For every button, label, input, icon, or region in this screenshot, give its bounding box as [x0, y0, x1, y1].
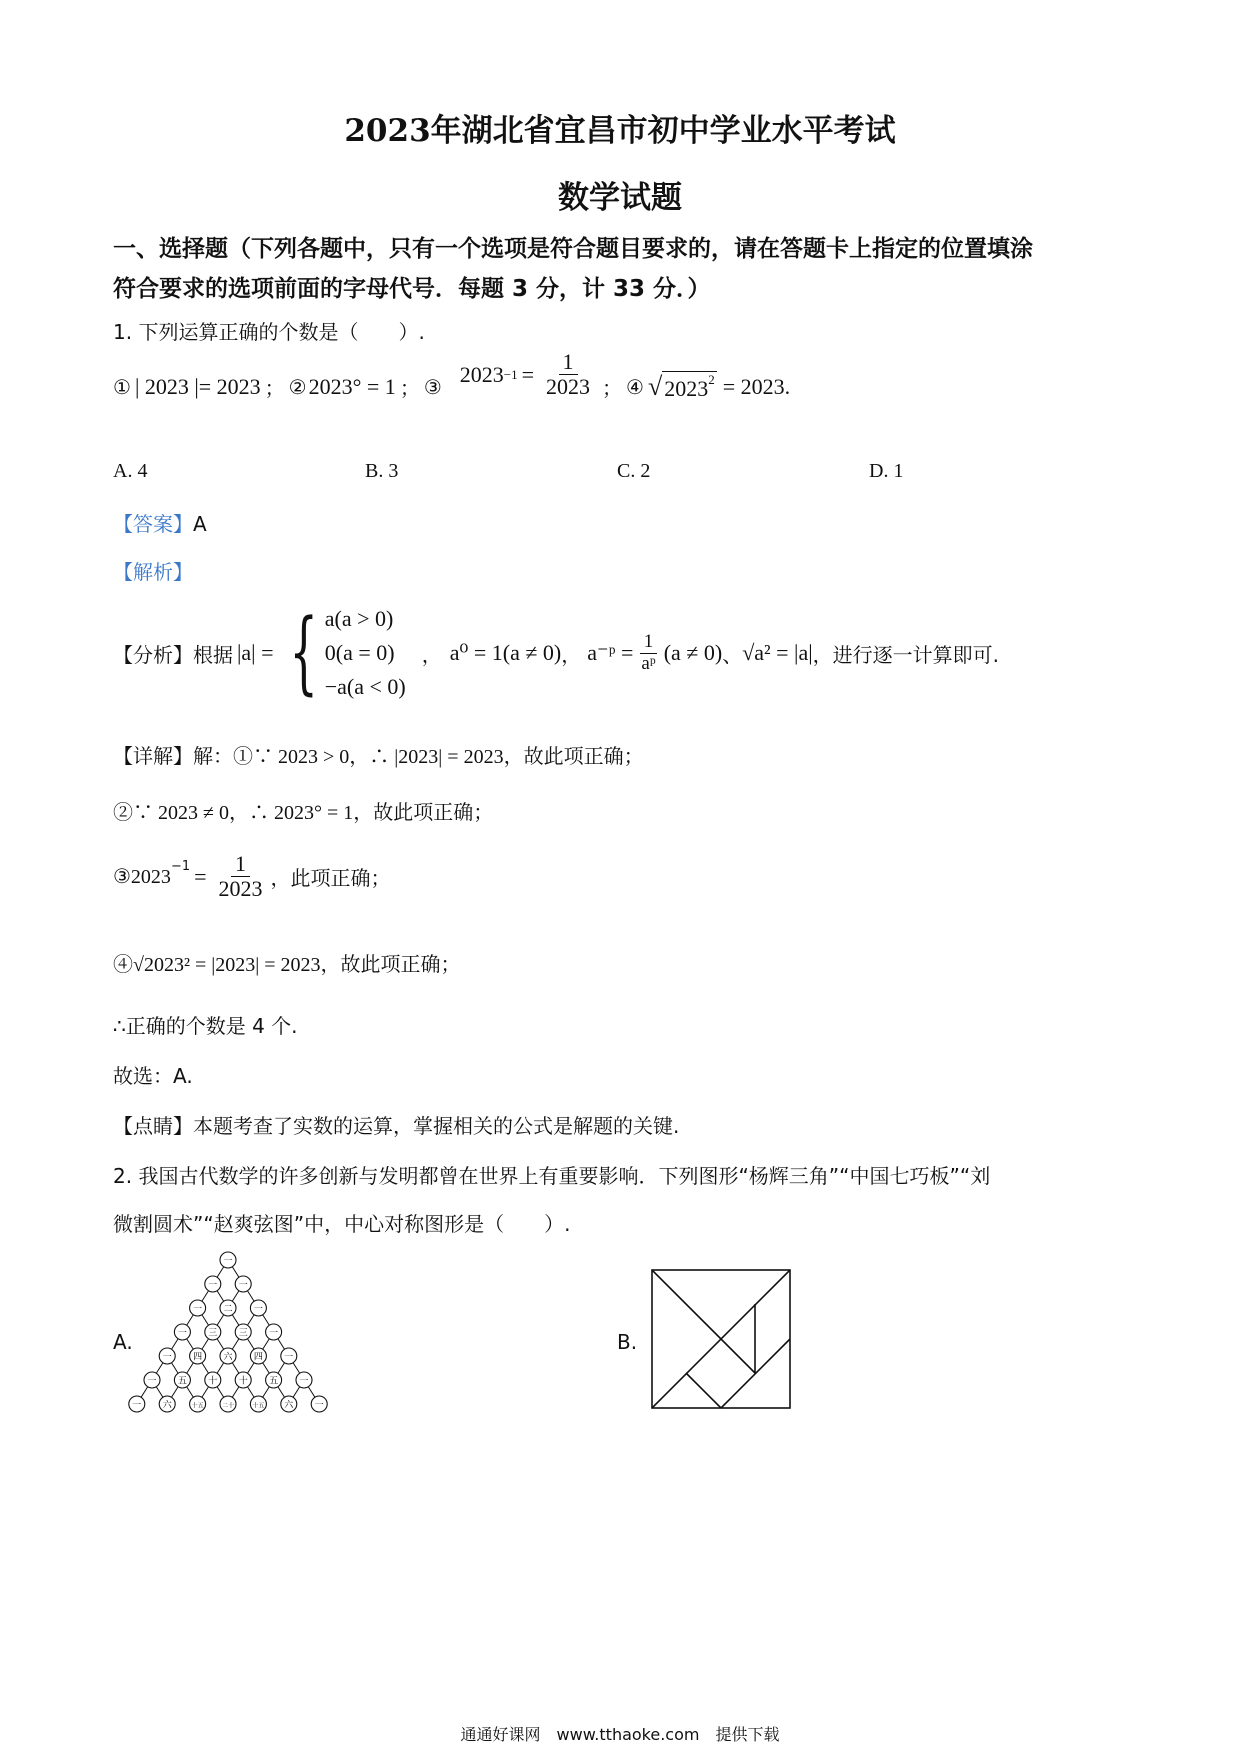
triangle-node-label: 十: [208, 1376, 218, 1387]
detail-line3-frac: [215, 852, 267, 901]
q2-stem-line2: 微割圆术”“赵爽弦图”中，中心对称图形是（ ）.: [113, 1212, 571, 1236]
q1-option-c: C. 2: [617, 460, 651, 482]
q1-item3-eq: =: [521, 361, 535, 387]
q1-sep3: ；: [602, 376, 623, 401]
triangle-node-label: 四: [253, 1352, 263, 1363]
triangle-node-label: 十五: [191, 1402, 204, 1410]
q1-item3-num: 1: [559, 350, 578, 375]
q1-option-a: A. 4: [113, 460, 148, 482]
triangle-node-label: 三: [208, 1328, 218, 1339]
detail-line3: [113, 852, 391, 901]
q1-item3-base: 2023: [459, 361, 504, 387]
q1-expressions: [113, 349, 791, 411]
fenxi-mid2: ，: [561, 642, 582, 667]
fenxi-f3-lhs: a⁻ᵖ =: [587, 640, 634, 665]
triangle-node-label: 四: [193, 1352, 203, 1363]
q2-stem-line1: 2. 我国古代数学的许多创新与发明都曾在世界上有重要影响．下列图形“杨辉三角”“中国七巧板”“刘: [113, 1164, 991, 1188]
q1-option-b: B. 3: [365, 460, 399, 482]
fenxi-cases: [325, 602, 406, 704]
q1-item3-mark: ③: [423, 374, 442, 399]
fenxi-abs-a: |a| =: [237, 640, 274, 665]
q2-option-a-label: A.: [113, 1330, 133, 1354]
triangle-node-label: 一: [238, 1280, 248, 1291]
detail-line4: ④√2023² = |2023| = 2023，故此项正确；: [113, 954, 461, 976]
q1-sep1: ；: [264, 376, 285, 401]
triangle-node-label: 一: [162, 1352, 172, 1363]
detail-line3-pre: ③2023: [113, 866, 171, 889]
triangle-node-label: 二十: [221, 1402, 235, 1410]
tangram-center-right: [721, 1339, 755, 1373]
q1-end: .: [784, 373, 791, 399]
q1-item4-mark: ④: [626, 374, 644, 399]
detail-line3-exp: −1: [170, 859, 191, 875]
page-footer: 通通好课网 www.tthaoke.com 提供下载: [460, 1725, 780, 1744]
q1-item3-fraction: [542, 350, 594, 399]
detail-text1: 解：①∵ 2023 > 0，∴ |2023| = 2023，故此项正确；: [193, 746, 644, 768]
detail-line6: 故选：A.: [113, 1064, 193, 1088]
fenxi-f3-frac: [637, 632, 659, 675]
sqrt-icon: √: [647, 371, 663, 401]
section-heading-line1: 一、选择题（下列各题中，只有一个选项是符合题目要求的，请在答题卡上指定的位置填涂: [113, 236, 1033, 262]
q1-item3-den: 2023: [546, 374, 591, 400]
tangram-diagonal: [652, 1270, 721, 1339]
triangle-node-label: 一: [314, 1400, 324, 1411]
triangle-node-label: 二: [223, 1304, 233, 1315]
fenxi-text1: 根据: [193, 642, 233, 667]
yanghui-triangle-figure: [132, 1250, 380, 1430]
section-heading-line2: 符合要求的选项前面的字母代号．每题 3 分，计 33 分．）: [113, 276, 711, 302]
dianjing-text: 本题考查了实数的运算，掌握相关的公式是解题的关键.: [193, 1114, 680, 1138]
brace-icon: {: [289, 600, 319, 705]
fenxi-f3-num: 1: [640, 632, 658, 654]
q1-item4-radicand: 2023$^2$: [664, 371, 715, 401]
answer-label: 【答案】: [113, 512, 193, 536]
triangle-node-label: 一: [177, 1328, 187, 1339]
triangle-node-label: 五: [177, 1376, 187, 1387]
triangle-node-label: 五: [269, 1376, 279, 1387]
fenxi-mid1: ，: [421, 642, 442, 667]
detail-line2: ②∵ 2023 ≠ 0，∴ 2023° = 1，故此项正确；: [113, 802, 494, 824]
fenxi-f3-cond: (a ≠ 0): [663, 640, 723, 665]
q1-item1-mark: ①: [113, 374, 131, 399]
triangle-node-label: 一: [299, 1376, 309, 1387]
fenxi-case2: 0(a = 0): [324, 639, 395, 665]
q2-option-b-label: B.: [617, 1330, 638, 1354]
triangle-node-label: 一: [269, 1328, 279, 1339]
fenxi-case3: −a(a < 0): [324, 674, 406, 700]
triangle-node-label: 一: [284, 1352, 294, 1363]
tangram-figure: [650, 1268, 794, 1412]
triangle-node-label: 十: [238, 1376, 248, 1387]
fenxi-label: 【分析】: [113, 642, 193, 667]
dianjing-line: [113, 1110, 679, 1139]
detail-line3-post: ，此项正确；: [270, 866, 391, 891]
detail-label: 【详解】: [113, 744, 193, 768]
q1-item1: | 2023 |= 2023: [134, 373, 261, 399]
triangle-node-label: 三: [238, 1328, 248, 1339]
triangle-node-label: 六: [162, 1400, 172, 1411]
dianjing-label: 【点睛】: [113, 1114, 193, 1138]
triangle-node-label: 一: [147, 1376, 157, 1387]
fenxi-text2: ，进行逐一计算即可.: [812, 642, 999, 667]
triangle-node-label: 一: [208, 1280, 218, 1291]
triangle-node-label: 一: [193, 1304, 203, 1315]
triangle-node-label: 一: [223, 1256, 233, 1267]
fenxi-f4: √a² = |a|: [742, 640, 813, 665]
detail-line5: ∴正确的个数是 4 个.: [113, 1014, 298, 1038]
triangle-node-label: 一: [132, 1400, 142, 1411]
triangle-node-label: 六: [284, 1400, 294, 1411]
tangram-bottom-edge: [686, 1373, 721, 1408]
analysis-label: 【解析】: [113, 560, 193, 584]
answer-value: A: [193, 512, 207, 536]
detail-line3-num: 1: [231, 852, 250, 877]
detail-line1: [113, 740, 644, 769]
q1-option-d: D. 1: [869, 460, 904, 482]
triangle-node-label: 一: [253, 1304, 263, 1315]
detail-line3-eq: =: [194, 863, 207, 889]
q1-sep2: ；: [399, 376, 420, 401]
detail-line3-den: 2023: [218, 876, 263, 902]
page-title: 2023年湖北省宜昌市初中学业水平考试: [344, 113, 896, 149]
fenxi-line: [113, 598, 999, 708]
fenxi-case1: a(a > 0): [324, 605, 394, 631]
fenxi-mid3: 、: [722, 642, 743, 667]
q1-item3-exp: −1: [503, 366, 518, 382]
page-subtitle: 数学试题: [558, 180, 682, 216]
q1-item2: 2023° = 1: [308, 373, 396, 399]
q1-item2-mark: ②: [288, 374, 307, 399]
fenxi-f2: a⁰ = 1(a ≠ 0): [449, 640, 562, 665]
triangle-node-label: 十五: [252, 1402, 265, 1410]
q1-stem: 1. 下列运算正确的个数是（ ）.: [113, 320, 425, 344]
q1-item4-rhs: = 2023: [722, 373, 785, 399]
triangle-node-label: 六: [223, 1352, 233, 1363]
fenxi-f3-den: aᵖ: [641, 652, 656, 674]
answer-line: [113, 508, 207, 537]
